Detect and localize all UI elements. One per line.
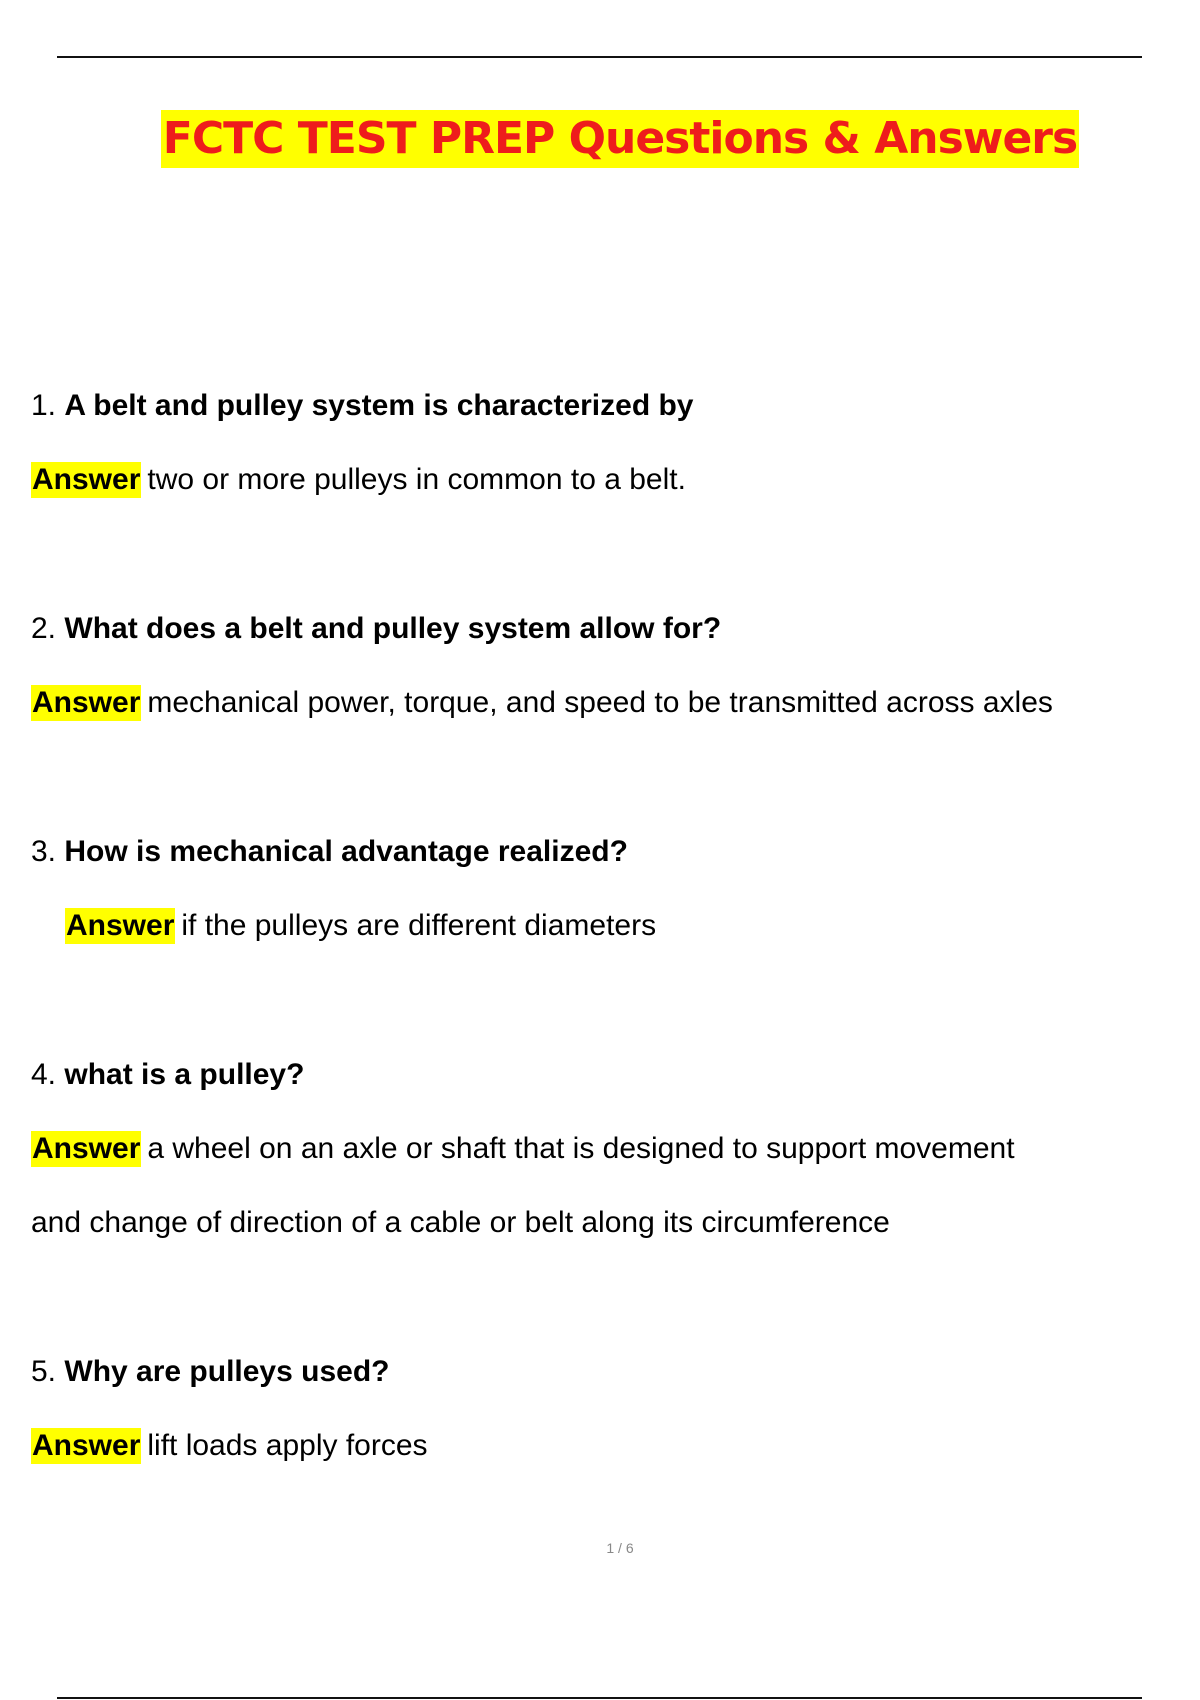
question-text: Why are pulleys used? xyxy=(64,1355,390,1388)
question-number: 1. xyxy=(31,389,57,422)
answer-label: Answer xyxy=(32,463,141,496)
question-3 xyxy=(31,834,628,870)
question-number: 3. xyxy=(31,835,57,868)
question-text: what is a pulley? xyxy=(64,1058,305,1091)
question-text: A belt and pulley system is characterized by xyxy=(64,389,694,422)
question-4 xyxy=(31,1057,304,1093)
page-number: 1 / 6 xyxy=(606,1540,634,1556)
top-rule xyxy=(57,56,1142,58)
answer-text: mechanical power, torque, and speed to be transmitted across axles xyxy=(147,686,1053,719)
answer-4-continuation xyxy=(31,1205,890,1241)
answer-text: and change of direction of a cable or belt along its circumference xyxy=(31,1206,890,1239)
answer-1 xyxy=(31,462,686,498)
answer-3 xyxy=(65,908,656,944)
question-text: How is mechanical advantage realized? xyxy=(64,835,628,868)
document-title: FCTC TEST PREP Questions & Answers xyxy=(161,110,1079,168)
answer-label: Answer xyxy=(32,1132,141,1165)
title-container xyxy=(0,110,1200,168)
question-1 xyxy=(31,388,694,424)
answer-label: Answer xyxy=(66,909,175,942)
answer-4 xyxy=(31,1131,1015,1167)
answer-label: Answer xyxy=(32,686,141,719)
question-text: What does a belt and pulley system allow for? xyxy=(64,612,722,645)
answer-5 xyxy=(31,1428,428,1464)
bottom-rule xyxy=(57,1697,1142,1699)
answer-text: a wheel on an axle or shaft that is designed to support movement xyxy=(147,1132,1015,1165)
answer-text: if the pulleys are different diameters xyxy=(181,909,657,942)
question-number: 5. xyxy=(31,1355,57,1388)
question-number: 2. xyxy=(31,612,57,645)
question-2 xyxy=(31,611,721,647)
answer-text: two or more pulleys in common to a belt. xyxy=(147,463,686,496)
answer-text: lift loads apply forces xyxy=(147,1429,428,1462)
answer-2 xyxy=(31,685,1053,721)
question-number: 4. xyxy=(31,1058,57,1091)
answer-label: Answer xyxy=(32,1429,141,1462)
question-5 xyxy=(31,1354,389,1390)
